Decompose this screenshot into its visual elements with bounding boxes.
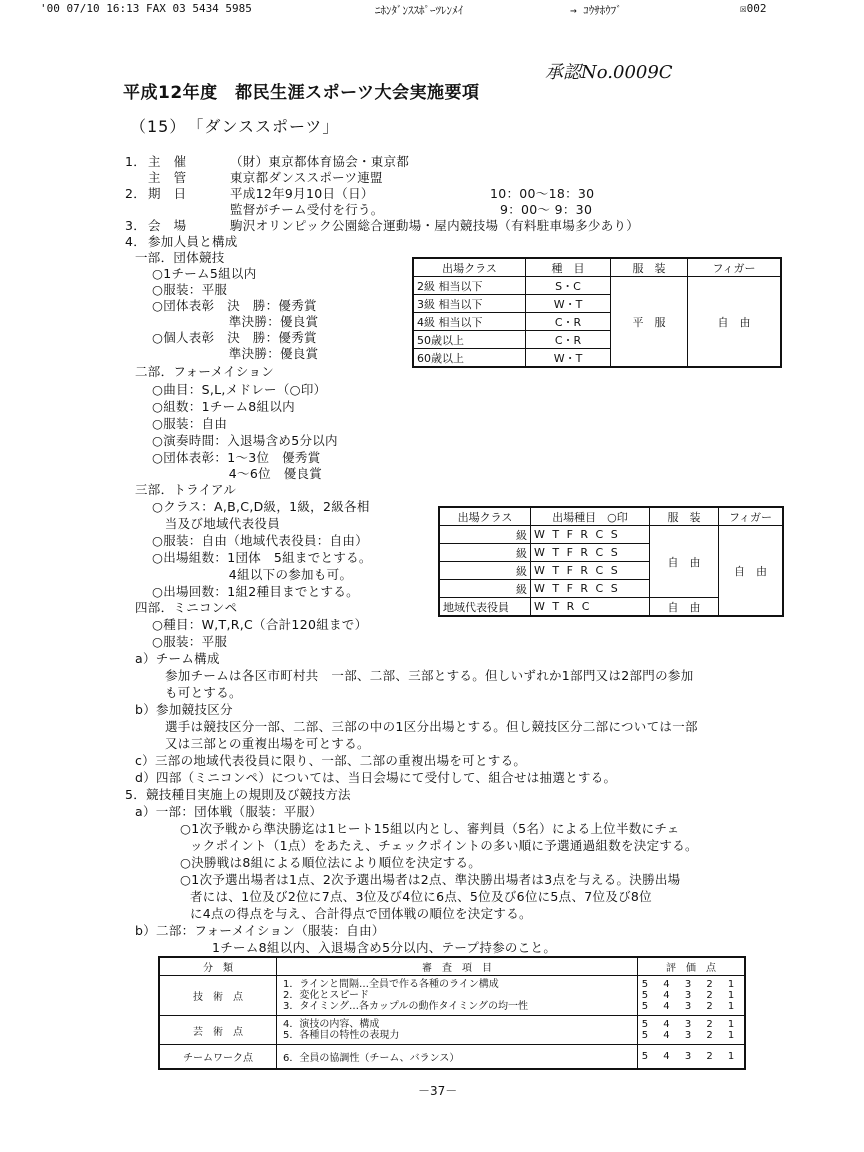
- eval-item: 4．演技の内容、構成: [283, 1019, 380, 1030]
- eval-score: 5 4 3 2 1: [641, 979, 741, 990]
- note-a-text: 参加チームは各区市町村共 一部、二部、三部とする。但しいずれか1部門又は2部門の参加: [165, 668, 694, 683]
- eval-category: 技 術 点: [159, 976, 277, 1016]
- item-2b-value: 監督がチーム受付を行う。: [230, 202, 384, 217]
- eval-category: チームワーク点: [159, 1045, 277, 1070]
- item-1-num: 1．: [125, 154, 147, 169]
- section5-a-line: 者には、1位及び2位に7点、3位及び4位に6点、5位及び6位に5点、7位及び8位: [190, 889, 652, 904]
- part1-line: 準決勝：優良賞: [152, 314, 319, 329]
- part3-heading: 三部．トライアル: [135, 482, 237, 497]
- table-cell: 級: [439, 562, 531, 580]
- approval-stamp: 承認No.0009C: [545, 62, 673, 83]
- part2-line: ○団体表彰：1～3位 優秀賞: [152, 450, 321, 465]
- page-subtitle: （15） 「ダンススポーツ」: [130, 117, 340, 136]
- section5-a-line: ○1次予選出場者は1点、2次予選出場者は2点、準決勝出場者は3点を与える。決勝出場: [180, 872, 681, 887]
- section5-a-heading: a）一部：団体戦（服装：平服）: [135, 804, 323, 819]
- part2-line: ○組数：1チーム8組以内: [152, 399, 295, 414]
- part1-line: ○1チーム5組以内: [152, 266, 257, 281]
- eval-item: 1．ラインと間隔…全員で作る各種のライン構成: [283, 979, 499, 990]
- item-2-label: 期 日: [148, 186, 187, 201]
- part3-line: 4組以下の参加も可。: [152, 567, 353, 582]
- item-1-label: 主 催: [148, 154, 187, 169]
- fax-datetime: '00 07/10 16:13 FAX 03 5434 5985: [40, 2, 252, 15]
- table-header: 種 目: [526, 258, 611, 277]
- part4-line: ○種目：W,T,R,C（合計120組まで）: [152, 617, 368, 632]
- item-3-num: 3．: [125, 218, 147, 233]
- part3-class-table: [438, 506, 784, 617]
- eval-score: 5 4 3 2 1: [638, 1045, 746, 1070]
- part1-heading: 一部．団体競技: [135, 250, 225, 265]
- table-cell: 級: [439, 544, 531, 562]
- eval-score: 5 4 3 2 1: [641, 1019, 741, 1030]
- table-cell-figure: 自 由: [719, 526, 784, 617]
- part1-line: ○服装：平服: [152, 282, 228, 297]
- checkbox-icon: ☒: [740, 2, 747, 15]
- note-d: d）四部（ミニコンペ）については、当日会場にて受付して、組合せは抽選とする。: [135, 770, 617, 785]
- table-cell: 級: [439, 580, 531, 598]
- part2-line: ○曲目：S,L,メドレー（○印）: [152, 382, 327, 397]
- table-header: 評 価 点: [638, 957, 746, 976]
- part2-line: ○服装：自由: [152, 416, 228, 431]
- table-cell: W T R C: [531, 598, 650, 617]
- note-b-text: 選手は競技区分一部、二部、三部の中の1区分出場とする。但し競技区分二部については一部: [165, 719, 698, 734]
- part1-line: ○個人表彰 決 勝：優秀賞: [152, 330, 317, 345]
- part3-line: ○服装：自由（地域代表役員：自由）: [152, 533, 369, 548]
- section5-a-line: に4点の得点を与え、合計得点で団体戦の順位を決定する。: [190, 906, 532, 921]
- fax-destination: → ｺｳｻﾎｳﾌﾞ: [570, 4, 622, 17]
- item-1b-value: 東京都ダンススポーツ連盟: [230, 170, 383, 185]
- item-2b-time: 9：00～ 9：30: [500, 202, 593, 217]
- table-cell: 60歳以上: [413, 349, 526, 368]
- table-header: 出場クラス: [413, 258, 526, 277]
- eval-score: 5 4 3 2 1: [641, 1001, 741, 1012]
- table-cell: 地域代表役員: [439, 598, 531, 617]
- evaluation-table: [158, 956, 746, 1070]
- table-cell: 級: [439, 526, 531, 544]
- table-header: 出場クラス: [439, 507, 531, 526]
- table-cell: S・C: [526, 277, 611, 295]
- eval-item: 6．全員の協調性（チーム、バランス）: [277, 1045, 638, 1070]
- eval-score: 5 4 3 2 1: [641, 990, 741, 1001]
- part2-line: ○演奏時間：入退場含め5分以内: [152, 433, 338, 448]
- section5-b-line: 1チーム8組以内、入退場含め5分以内、テープ持参のこと。: [212, 940, 557, 955]
- note-b-label: b）参加競技区分: [135, 702, 233, 717]
- table-cell: W・T: [526, 295, 611, 313]
- item-2-num: 2．: [125, 186, 147, 201]
- part3-line: ○出場組数：1団体 5組までとする。: [152, 550, 372, 565]
- section5-a-line: ○1次予戦から準決勝迄は1ヒート15組以内とし、審判員（5名）による上位半数にチェ: [180, 821, 680, 836]
- part1-class-table: [412, 257, 782, 368]
- part1-line: 準決勝：優良賞: [152, 346, 319, 361]
- part4-line: ○服装：平服: [152, 634, 228, 649]
- part3-line: 当及び地域代表役員: [152, 516, 281, 531]
- table-cell: W T F R C S: [531, 544, 650, 562]
- table-cell-dress: 平 服: [611, 277, 688, 368]
- eval-item: 3．タイミング…各カップルの動作タイミングの均一性: [283, 1001, 529, 1012]
- note-a-text: も可とする。: [165, 685, 242, 700]
- table-header: フィガー: [719, 507, 784, 526]
- table-header: 出場種目 ○印: [531, 507, 650, 526]
- note-b-text: 又は三部との重複出場を可とする。: [165, 736, 370, 751]
- eval-item: 2．変化とスピード: [283, 990, 369, 1001]
- part4-heading: 四部．ミニコンペ: [135, 600, 238, 615]
- table-cell-dress: 自 由: [650, 598, 719, 617]
- page-number: －37－: [418, 1084, 458, 1098]
- table-cell: W・T: [526, 349, 611, 368]
- item-3-value: 駒沢オリンピック公園総合運動場・屋内競技場（有料駐車場多少あり）: [230, 218, 640, 233]
- section5-heading: 5．競技種目実施上の規則及び競技方法: [125, 787, 351, 802]
- item-4-num: 4．: [125, 234, 147, 249]
- table-cell: C・R: [526, 313, 611, 331]
- part3-line: ○クラス：A,B,C,D級，1級，2級各相: [152, 499, 370, 514]
- part3-line: ○出場回数：1組2種目までとする。: [152, 584, 359, 599]
- eval-item: 5．各種目の特性の表現力: [283, 1030, 400, 1041]
- item-2-value: 平成12年9月10日（日）: [230, 186, 374, 201]
- table-header: 服 装: [650, 507, 719, 526]
- table-header: フィガー: [688, 258, 782, 277]
- table-cell-figure: 自 由: [688, 277, 782, 368]
- fax-sender: ﾆﾎﾝﾀﾞﾝｽｽﾎﾟｰﾂﾚﾝﾒｲ: [375, 4, 463, 17]
- table-cell: W T F R C S: [531, 562, 650, 580]
- item-3-label: 会 場: [148, 218, 187, 233]
- table-cell: W T F R C S: [531, 580, 650, 598]
- table-cell: W T F R C S: [531, 526, 650, 544]
- table-cell: C・R: [526, 331, 611, 349]
- item-1b-label: 主 管: [148, 170, 187, 185]
- item-4-label: 参加人員と構成: [148, 234, 238, 249]
- eval-score: 5 4 3 2 1: [641, 1030, 741, 1041]
- part1-line: ○団体表彰 決 勝：優秀賞: [152, 298, 317, 313]
- section5-b-heading: b）二部：フォーメイション（服装：自由）: [135, 923, 385, 938]
- item-2-time: 10：00～18：30: [490, 186, 595, 201]
- table-cell: 50歳以上: [413, 331, 526, 349]
- item-1-value: （財）東京都体育協会・東京都: [230, 154, 410, 169]
- table-cell: 2級 相当以下: [413, 277, 526, 295]
- table-cell: 3級 相当以下: [413, 295, 526, 313]
- table-cell: 4級 相当以下: [413, 313, 526, 331]
- section5-a-line: ックポイント（1点）をあたえ、チェックポイントの多い順に予選通過組数を決定する。: [190, 838, 698, 853]
- eval-category: 芸 術 点: [159, 1016, 277, 1045]
- table-header: 分 類: [159, 957, 277, 976]
- part2-line: 4～6位 優良賞: [152, 466, 323, 481]
- table-header: 服 装: [611, 258, 688, 277]
- section5-a-line: ○決勝戦は8組による順位法により順位を決定する。: [180, 855, 482, 870]
- note-a-label: a）チーム構成: [135, 651, 220, 666]
- note-c: c）三部の地域代表役員に限り、一部、二部の重複出場を可とする。: [135, 753, 527, 768]
- fax-page: ☒002: [740, 2, 767, 15]
- page-title: 平成12年度 都民生涯スポーツ大会実施要項: [123, 83, 480, 103]
- table-cell-dress: 自 由: [650, 526, 719, 598]
- table-header: 審 査 項 目: [277, 957, 638, 976]
- part2-heading: 二部．フォーメイション: [135, 364, 275, 379]
